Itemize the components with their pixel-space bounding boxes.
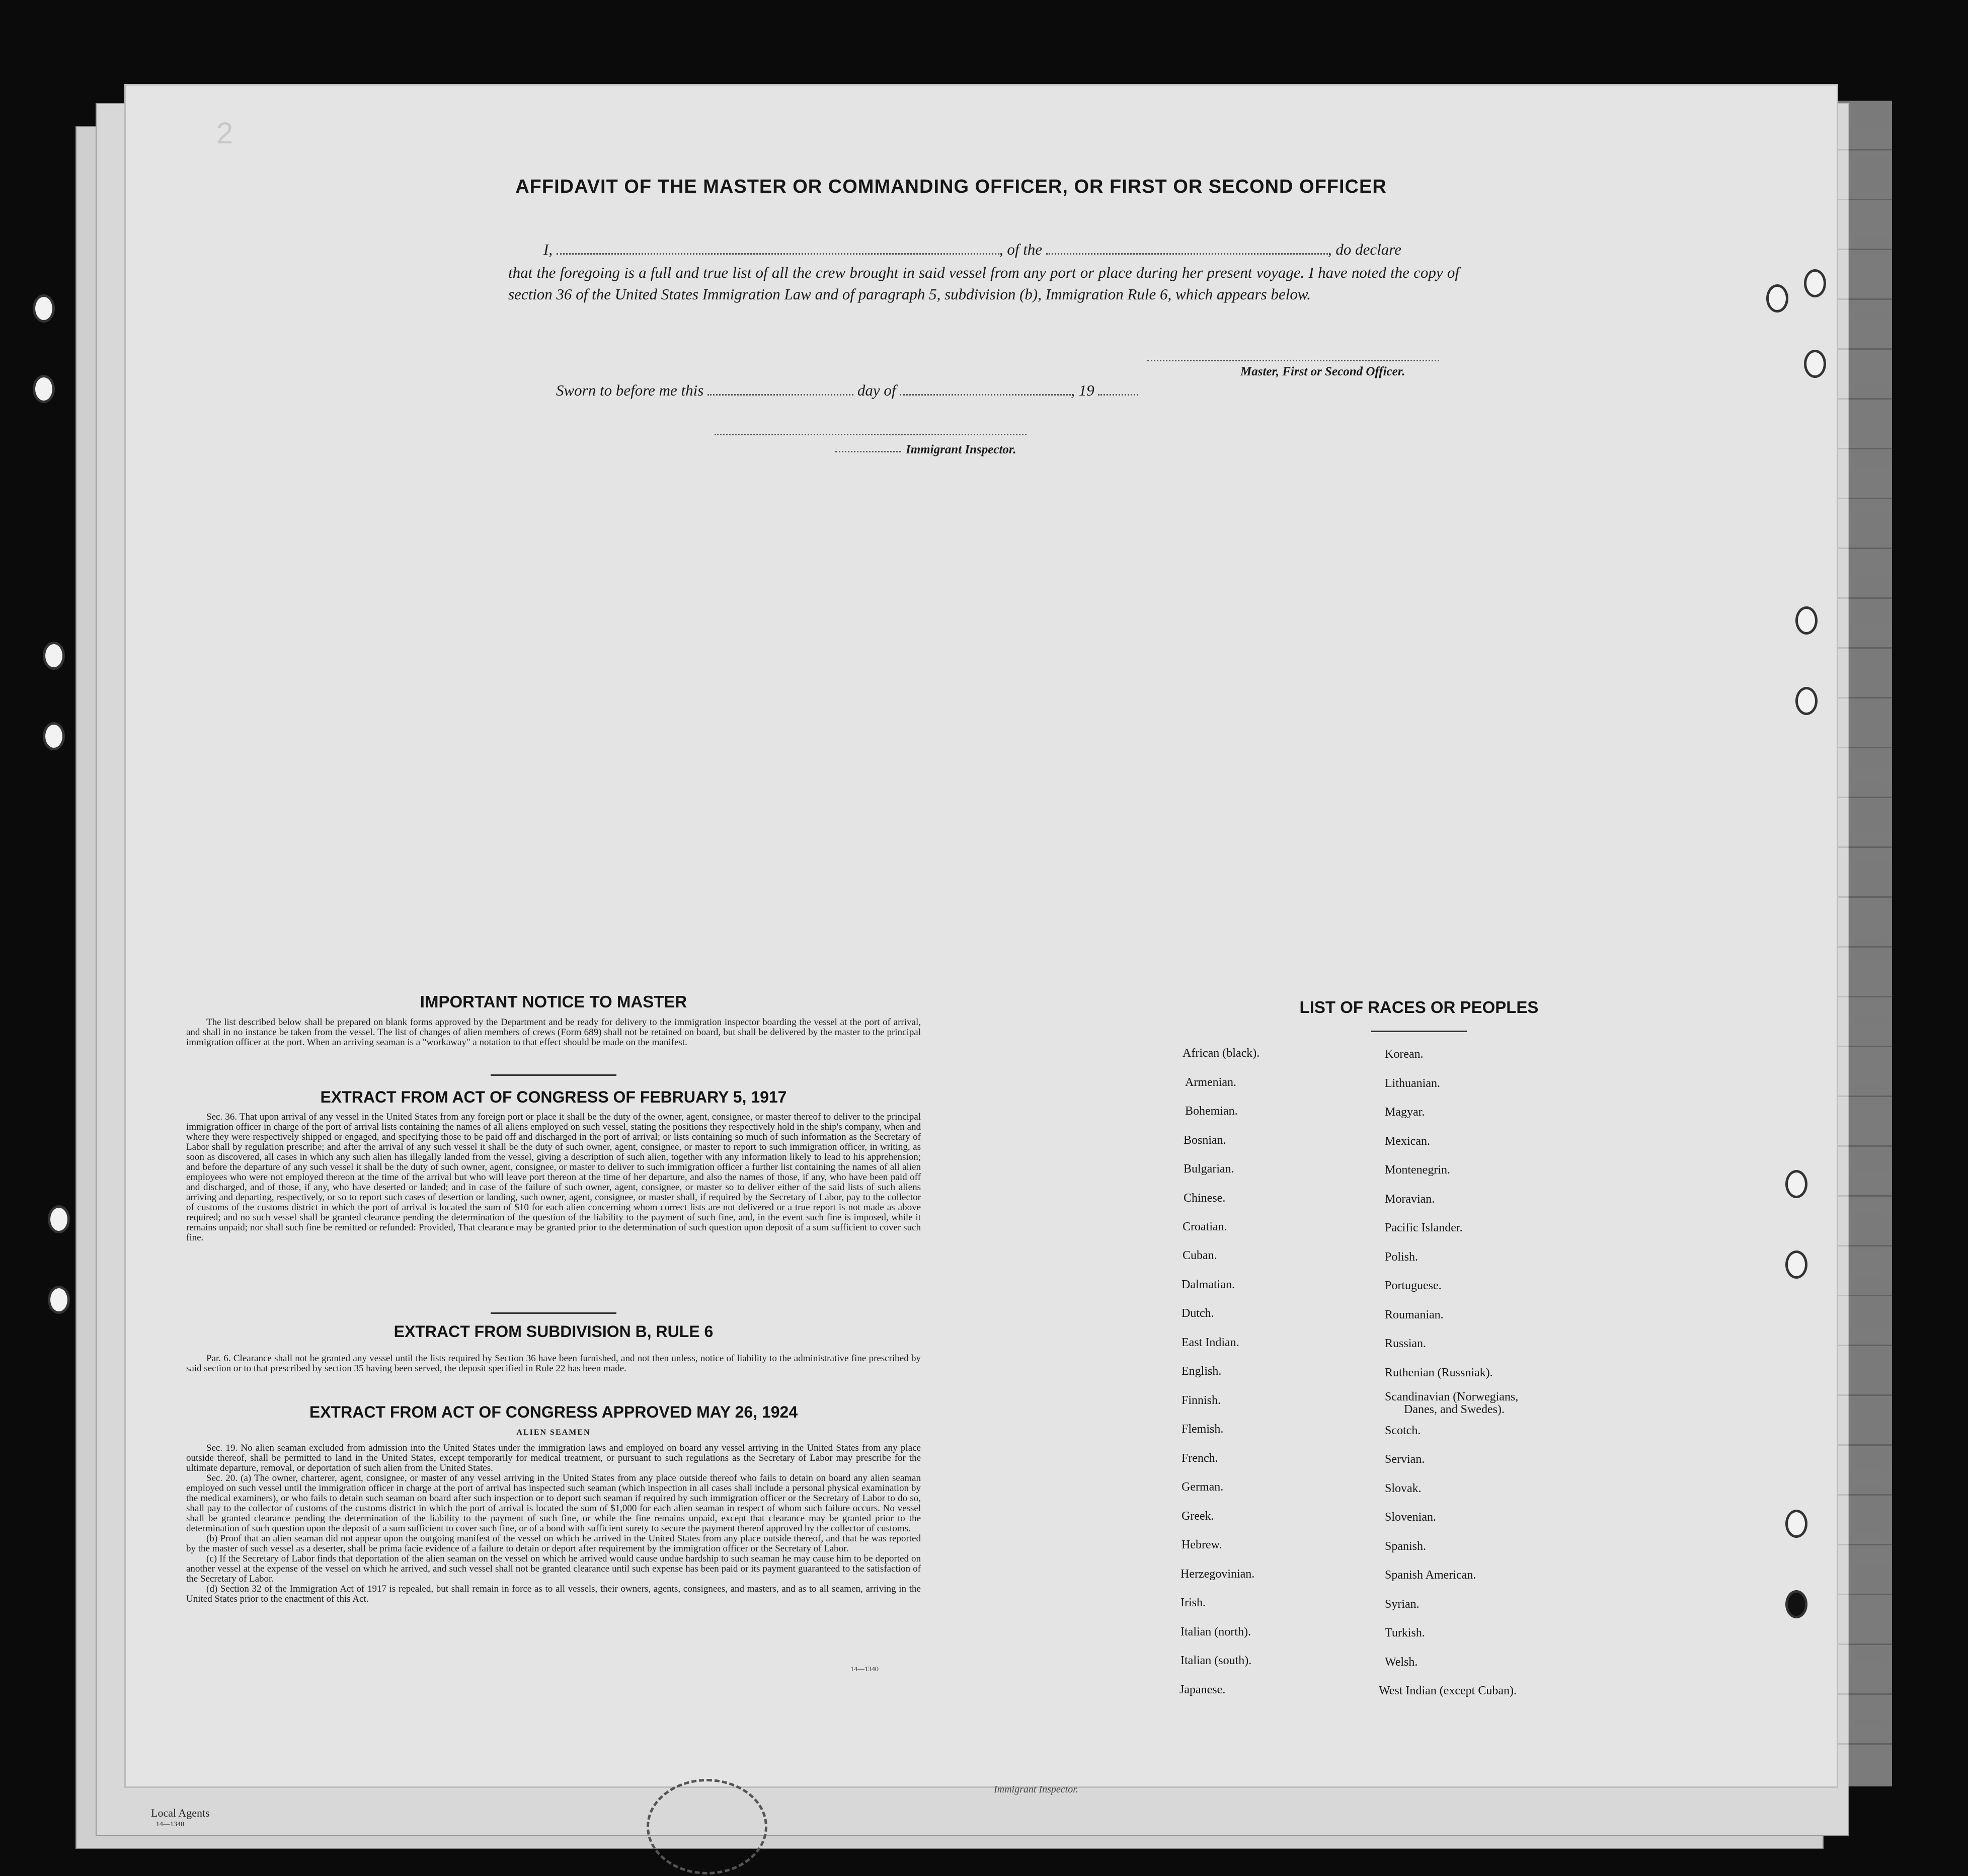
race-item-continuation: Danes, and Swedes). [1404, 1403, 1505, 1416]
race-item: Magyar. [1385, 1106, 1425, 1119]
sworn-line [556, 381, 1210, 400]
sworn-date-field[interactable] [707, 394, 853, 396]
race-item: Russian. [1385, 1337, 1427, 1350]
punch-hole-icon [33, 294, 55, 323]
race-item: Roumanian. [1385, 1308, 1444, 1321]
race-item: Welsh. [1385, 1656, 1418, 1669]
extract-1917-title: EXTRACT FROM ACT OF CONGRESS OF FEBRUARY 5, 1917 [320, 1088, 787, 1106]
extract-rule6-title: EXTRACT FROM SUBDIVISION B, RULE 6 [393, 1322, 714, 1341]
race-item: Bosnian. [1184, 1134, 1226, 1147]
master-signature-label: Master, First or Second Officer. [1240, 365, 1405, 378]
affidavit-title: AFFIDAVIT OF THE MASTER OR COMMANDING OFFICER, OR FIRST OR SECOND OFFICER [515, 176, 1387, 197]
races-divider [1371, 1031, 1467, 1032]
race-item: Italian (south). [1180, 1654, 1252, 1667]
extract-1924-title: EXTRACT FROM ACT OF CONGRESS APPROVED MAY 26, 1924 [309, 1403, 798, 1421]
race-item: Servian. [1385, 1453, 1425, 1466]
race-item: Hebrew. [1182, 1538, 1222, 1551]
races-title: LIST OF RACES OR PEOPLES [1299, 998, 1539, 1017]
fee-stamp-seal [647, 1779, 767, 1874]
divider [491, 1312, 616, 1314]
race-item: East Indian. [1182, 1336, 1239, 1349]
punch-hole-icon [1785, 1170, 1807, 1198]
race-item: Bohemian. [1185, 1105, 1238, 1118]
master-signature-line[interactable] [1147, 360, 1439, 361]
race-item: Cuban. [1183, 1249, 1217, 1262]
inspector-label: Immigrant Inspector. [906, 443, 1016, 456]
footer-form-number: 14—1340 [156, 1821, 184, 1828]
punch-hole-icon [43, 722, 65, 750]
extract-1917-body [186, 1112, 921, 1243]
punch-hole-icon [48, 1286, 70, 1314]
punch-hole-icon [43, 642, 65, 670]
race-item: Lithuanian. [1385, 1077, 1440, 1090]
race-item: Spanish American. [1385, 1569, 1476, 1582]
race-item: West Indian (except Cuban). [1379, 1684, 1517, 1697]
inspector-signature-line-short [835, 451, 901, 452]
race-item: Slovak. [1385, 1482, 1422, 1495]
race-item: Spanish. [1385, 1540, 1427, 1553]
race-item: Japanese. [1179, 1683, 1226, 1696]
local-agents-label: Local Agents [151, 1807, 210, 1819]
extract-1924-sec20a: Sec. 20. (a) The owner, charterer, agent, consignee, or master of any vessel arriving in the United States from any place outside thereof who fails to detain on board any alien seaman employed on such vessel until the immigration officer in charge at the port of arrival has inspected such seaman (which inspection in all cases shall include a personal physical examination by the medical examiners), or who fails to detain such seaman on board after such inspection or to deport such seaman if required by such immigration officer or the Secretary of Labor to do so, shall pay to the collector of customs of the customs district in which the port of arrival is located the sum of $1,000 for each alien seaman in respect of whom such failure occurs. No vessel shall be granted clearance pending the determination of the liability to the payment of such fine, or while the fine remains unpaid, except that clearance may be granted prior to the determination of such question upon the deposit of a sum sufficient to cover such fine, or of a bond with sufficient surety to secure the payment thereof approved by the collector of customs. [186, 1473, 921, 1534]
race-item: English. [1182, 1365, 1222, 1378]
sworn-year-label: , 19 [1071, 381, 1094, 399]
punch-hole-icon [1785, 1250, 1807, 1279]
race-item: Flemish. [1182, 1423, 1224, 1436]
footer-inspector-label: Immigrant Inspector. [994, 1784, 1078, 1795]
divider [491, 1074, 616, 1076]
extract-rule6-paragraph: Par. 6. Clearance shall not be granted any vessel until the lists required by Section 36 have been furnished, and not then unless, notice of liability to the administrative fine prescribed by said section or to that prescribed by section 35 having been served, the deposit specified in Rule 22 has been made. [186, 1353, 921, 1374]
race-item: Moravian. [1385, 1193, 1435, 1206]
race-item: Montenegrin. [1385, 1163, 1450, 1177]
race-item: Scandinavian (Norwegians, [1385, 1390, 1519, 1403]
race-item: Italian (north). [1180, 1625, 1251, 1638]
punch-hole-icon [33, 375, 55, 403]
extract-rule6-body [186, 1354, 921, 1374]
extract-form-number: 14—1340 [850, 1666, 879, 1673]
affidavit-prefix: I, [543, 241, 553, 258]
extract-1924-sec19: Sec. 19. No alien seaman excluded from admission into the United States under the immigration laws and employed on board any vessel arriving in the United States from any place outside thereof, shall be permitted to land in the United States, except temporarily for medical treatment, or pursuant to such regulations as the Secretary of Labor may prescribe for the ultimate departure, removal, or deportation of such alien from the United States. [186, 1443, 921, 1473]
name-field[interactable] [557, 253, 999, 255]
race-item: Syrian. [1385, 1598, 1420, 1611]
race-item: Ruthenian (Russniak). [1385, 1366, 1493, 1379]
punch-hole-icon [1785, 1590, 1807, 1618]
punch-hole-icon [1804, 350, 1826, 378]
race-item: Dutch. [1182, 1307, 1214, 1320]
affidavit-mid: , of the [999, 241, 1043, 258]
affidavit-paragraph: that the foregoing is a full and true list of all the crew brought in said vessel from any port or place during her present voyage. I have noted the copy of section 36 of the United States Immigration Law and of paragraph 5, subdivision (b), Immigration Rule 6, which appears below. [508, 264, 1459, 303]
vessel-field[interactable] [1046, 253, 1328, 255]
affidavit-suffix: , do declare [1327, 241, 1401, 258]
punch-hole-icon [48, 1205, 70, 1233]
alien-seamen-subhead: ALIEN SEAMEN [516, 1428, 591, 1437]
race-item: Herzegovinian. [1180, 1568, 1255, 1581]
race-item: Croatian. [1183, 1220, 1227, 1233]
page-number: 2 [216, 116, 233, 150]
race-item: Chinese. [1184, 1192, 1226, 1205]
race-item: Finnish. [1182, 1394, 1221, 1407]
race-item: Greek. [1182, 1510, 1214, 1523]
race-item: Armenian. [1185, 1076, 1236, 1089]
race-item: Scotch. [1385, 1424, 1421, 1437]
extract-1924-sec20b: (b) Proof that an alien seaman did not appear upon the outgoing manifest of the vessel on which he arrived in the United States from any place outside thereof, and that he was reported by the master of such vessel as a deserter, shall be prima facie evidence of a failure to detain or deport after requirement by the immigration officer or the Secretary of Labor. [186, 1533, 921, 1554]
punch-hole-icon [1795, 687, 1818, 715]
race-item: Irish. [1180, 1596, 1206, 1609]
sworn-year-field[interactable] [1098, 394, 1138, 396]
race-item: Polish. [1385, 1250, 1419, 1264]
notice-title: IMPORTANT NOTICE TO MASTER [420, 992, 687, 1011]
race-item: Korean. [1385, 1048, 1424, 1061]
inspector-signature-line[interactable] [715, 434, 1027, 435]
notice-body [186, 1018, 921, 1048]
punch-hole-icon [1785, 1510, 1807, 1538]
notice-paragraph: The list described below shall be prepared on blank forms approved by the Department and be ready for delivery to the immigration inspector boarding the vessel at the port of arrival, and shall in no instance be taken from the vessel. The list of changes of alien members of crews (Form 689) shall not be retained on board, but shall be delivered by the master to the principal immigration officer at the port. When an arriving seaman is a "workaway" a notation to that effect should be made on the manifest. [186, 1017, 921, 1048]
extract-1924-body [186, 1443, 921, 1604]
sworn-prefix: Sworn to before me this [556, 381, 704, 399]
race-item: Turkish. [1385, 1626, 1425, 1639]
sworn-month-field[interactable] [900, 394, 1071, 396]
sworn-day-label: day of [857, 381, 896, 399]
race-item: Pacific Islander. [1385, 1221, 1463, 1234]
punch-hole-icon [1795, 606, 1818, 635]
race-item: Slovenian. [1385, 1511, 1436, 1524]
race-item: Mexican. [1385, 1135, 1430, 1148]
affidavit-declaration-line [543, 241, 1459, 259]
race-item: African (black). [1183, 1047, 1260, 1060]
punch-hole-icon [1766, 284, 1788, 312]
extract-1924-sec20c: (c) If the Secretary of Labor finds that deportation of the alien seaman on the vessel on which he arrived would cause undue hardship to such seaman he may cause him to be deported on another vessel at the expense of the vessel on which he arrived, and such vessel shall not be granted clearance until such expense has been paid or its payment guaranteed to the satisfaction of the Secretary of Labor. [186, 1553, 921, 1584]
race-item: German. [1182, 1480, 1224, 1494]
race-item: Bulgarian. [1184, 1162, 1234, 1176]
race-item: Portuguese. [1385, 1279, 1442, 1292]
punch-hole-icon [1804, 269, 1826, 297]
extract-1917-paragraph: Sec. 36. That upon arrival of any vessel in the United States from any foreign port or place it shall be the duty of the owner, agent, consignee, or master thereof to deliver to the principal immigration officer in charge of the port of arrival lists containing the names of all aliens employed on such vessel, stating the positions they respectively hold in the ship's company, when and where they were respectively shipped or engaged, and specifying those to be paid off and discharged in the port of arrival; or lists containing so much of such information as the Secretary of Labor shall by regulation prescribe; and after the arrival of any such vessel it shall be the duty of such owner, agent, consignee, or master to report to such immigration officer, in writing, as soon as discovered, all cases in which any such alien has illegally landed from the vessel, giving a description of such alien, together with any information likely to lead to his apprehension; and before the departure of any such vessel it shall be the duty of such owner, agent, consignee, or master to deliver to such immigration officer a further list containing the names of all alien employees who were not employed thereon at the time of the arrival but who will leave port thereon at the time of her departure, and also the names of those, if any, who have been paid off and discharged, and of those, if any, who have deserted or landed; and in case of the failure of such owner, agent, consignee, or master so to deliver either of the said lists of such aliens arriving and departing, respectively, or so to report such cases of desertion or landing, such owner, agent, consignee, or master shall, if required by the Secretary of Labor, pay to the collector of customs of the customs district in which the port of arrival is located the sum of $10 for each alien concerning whom correct lists are not delivered or a true report is not made as above required; and no such vessel shall be granted clearance pending the determination of the question of the liability to the payment of such fine, and, in the event such fine is imposed, while it remains unpaid; nor shall such fine be remitted or refunded: Provided, That clearance may be granted prior to the determination of such question upon deposit of a sum sufficient to cover such fine. [186, 1112, 921, 1243]
race-item: Dalmatian. [1182, 1278, 1235, 1291]
race-item: French. [1182, 1452, 1218, 1465]
extract-1924-sec20d: (d) Section 32 of the Immigration Act of 1917 is repealed, but shall remain in force as to all vessels, their owners, agents, consignees, and masters, and as to all seamen, arriving in the United States prior to the enactment of this Act. [186, 1584, 921, 1604]
